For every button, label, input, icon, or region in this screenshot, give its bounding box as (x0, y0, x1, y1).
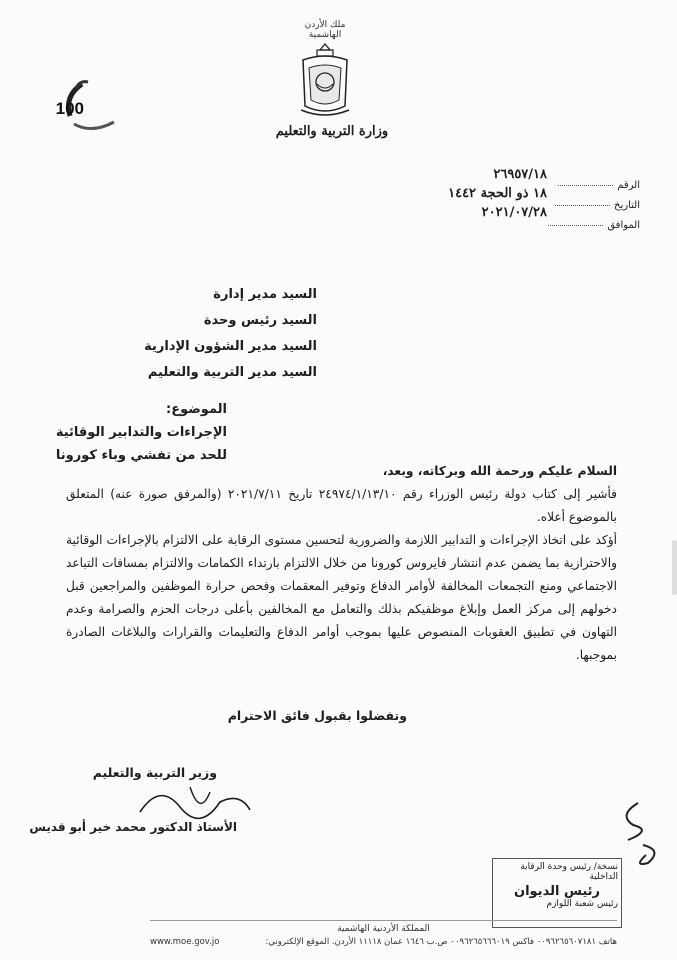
signatory-title: وزير التربية والتعليم (92, 765, 217, 780)
centennial-logo (55, 76, 124, 136)
ref-label: الرقم (617, 180, 640, 191)
centennial-logo-text: 100 (55, 99, 84, 118)
body-paragraph-1: فأشير إلى كتاب دولة رئيس الوزراء رقم ٢٤٩٧٤/١/١٣/١٠ تاريخ ٢٠٢١/٧/١١ (والمرفق صورة عنه) المتعلق بالموضوع أعلاه. (66, 487, 617, 524)
corresponding-label: الموافق (607, 220, 640, 231)
stamp-line-2: رئيس الديوان (513, 884, 600, 899)
addressee-item: السيد مدير التربية والتعليم (147, 365, 317, 380)
greeting: السلام عليكم ورحمة الله وبركاته، وبعد، (382, 464, 617, 478)
footer-contact: هاتف ٠٠٩٦٢٦٥٦٠٧١٨١ فاكس ٠٠٩٦٢٦٥٦٦٦٠١٩ ص.ب ١٦٤٦ عمان ١١١١٨ الأردن. الموقع الإلكتروني: (265, 937, 617, 947)
subject-block (37, 398, 227, 467)
footer-country: المملكة الأردنية الهاشمية (337, 924, 430, 934)
addressee-item: السيد مدير الشؤون الإدارية (144, 339, 317, 354)
addressees-list (127, 282, 317, 386)
gregorian-date-value: ٢٠٢١/٠٧/٢٨ (481, 205, 547, 220)
addressee-item: السيد رئيس وحدة (203, 313, 317, 328)
subject-label: الموضوع: (166, 402, 227, 417)
hijri-date-value: ١٨ ذو الحجة ١٤٤٢ (448, 186, 547, 201)
subject-line-1: الإجراءات والتدابير الوقائية (55, 425, 227, 440)
stamp-line-3: رئيس شعبة اللوازم (546, 899, 618, 909)
signatory-name: الأستاذ الدكتور محمد خير أبو قديس (29, 820, 237, 834)
copies-stamp (492, 858, 622, 928)
crest-top-text: ملك الأردن الهاشمية (304, 20, 346, 40)
addressee-item: السيد مدير إدارة (213, 287, 317, 302)
stamp-line-1: نسخة/ رئيس وحدة الرقابة الداخلية (520, 862, 618, 882)
letter-body (66, 460, 617, 667)
closing-phrase: وتفضلوا بقبول فائق الاحترام (227, 708, 407, 723)
reference-meta-values (448, 165, 547, 222)
body-paragraph-2: أؤكد على اتخاذ الإجراءات و التدابير اللازمة والضرورية لتحسين مستوى الرقابة على الالتزام بالإجراءات الوقائية والاحترازية بما يضمن عدم انتشار فايروس كورونا من خلال الالتزام بارتداء الكمامات والالتزام بمسافات التباعد الاجتماعي ومنع التجمعات المخالفة لأوامر الدفاع وتوفير المعقمات وفحص حرارة الموظفين والمراجعين قبل دخولهم إلى مركز العمل وإبلاغ موظفيكم بذلك والتعامل مع المخالفين بأعلى درجات الحزم والصرامة وعدم التهاون في تطبيق العقوبات المنصوص عليها بموجب أوامر الدفاع والتعليمات والقرارات والبلاغات الصادرة بموجبها. (66, 533, 617, 662)
letter-footer (150, 920, 617, 947)
ministry-name: وزارة التربية والتعليم (275, 124, 389, 139)
subject-line-2: للحد من تفشي وباء كورونا (55, 448, 227, 463)
footer-website: www.moe.gov.jo (150, 937, 220, 947)
ref-value: ٢٦٩٥٧/١٨ (493, 167, 547, 182)
page-edge-tab (672, 540, 677, 595)
date-label: التاريخ (614, 200, 640, 211)
centennial-logo-icon (55, 76, 124, 136)
royal-crest (290, 20, 360, 122)
crest-emblem-icon (295, 40, 355, 118)
reference-meta-labels (548, 176, 640, 236)
